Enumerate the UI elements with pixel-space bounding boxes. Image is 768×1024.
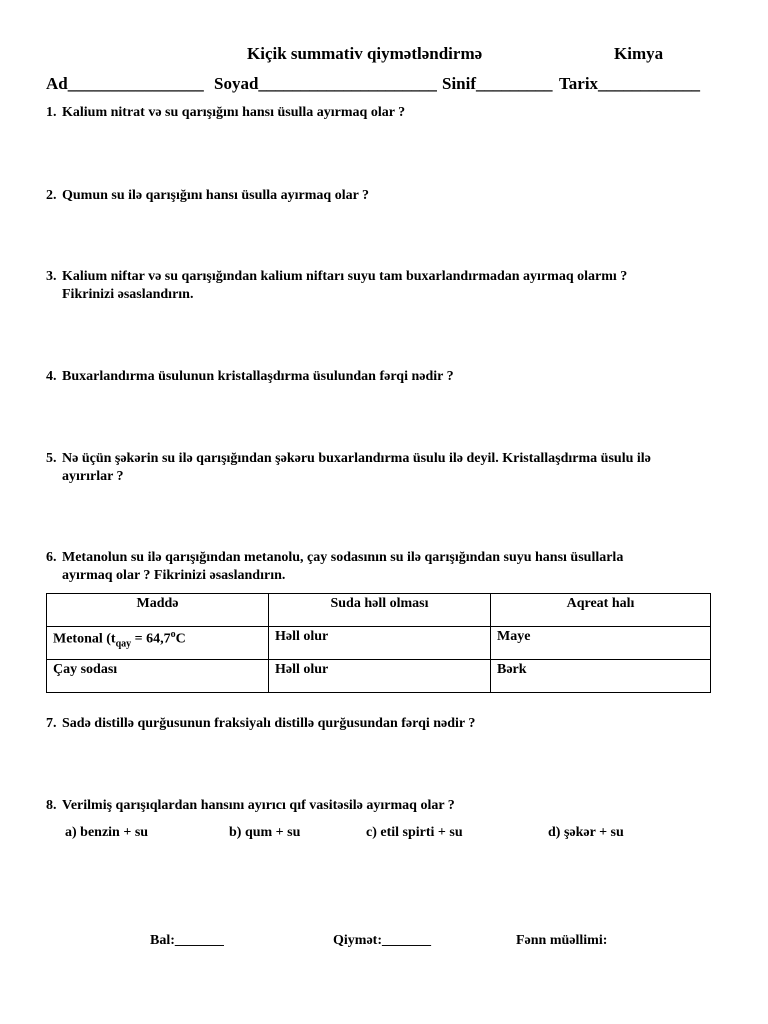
question-number: 4. [46,369,57,384]
question-2 [46,187,369,205]
question-1 [46,104,405,122]
question-8 [46,797,455,815]
question-text: Buxarlandırma üsulunun kristallaşdırma üsulundan fərqi nədir ? [62,369,454,384]
solubility-cell: Həll olur [269,627,491,660]
surname-line: _____________________ [258,74,437,93]
substance-table [46,593,711,693]
table-header-row [47,594,711,627]
question-number: 3. [46,269,57,284]
table-row [47,627,711,660]
name-line: ________________ [67,74,204,93]
column-header-solubility: Suda həll olması [269,594,491,627]
question-5 [46,450,651,486]
question-continuation: ayırırlar ? [62,469,124,484]
score-field[interactable]: Bal:_______ [150,933,224,948]
date-line: ____________ [598,74,701,93]
question-7 [46,715,475,733]
question-text: Metanolun su ilə qarışığından metanolu, çay sodasının su ilə qarışığından suyu hansı üsullarla [62,550,624,565]
table-row [47,660,711,693]
question-continuation: ayırmaq olar ? Fikrinizi əsaslandırın. [62,568,286,583]
state-cell: Bərk [491,660,711,693]
substance-cell: Metonal ($t_{qay} = 64,7^oC$ [47,627,269,660]
option-a[interactable]: a) benzin + su [65,825,149,840]
question-number: 6. [46,550,57,565]
substance-cell: Çay sodası [47,660,269,693]
question-number: 1. [46,105,57,120]
subscript: qay [115,638,132,650]
name-field[interactable] [46,74,204,94]
option-b[interactable]: b) qum + su [229,825,301,840]
surname-field[interactable] [214,74,437,94]
question-number: 7. [46,716,57,731]
column-header-state: Aqreat halı [491,594,711,627]
class-field[interactable] [442,74,553,94]
question-text: Sadə distillə qurğusunun fraksiyalı distillə qurğusundan fərqi nədir ? [62,716,476,731]
date-field[interactable] [559,74,700,94]
question-text: Kalium nitrat və su qarışığını hansı üsulla ayırmaq olar ? [62,105,406,120]
question-text: Nə üçün şəkərin su ilə qarışığından şəkəru buxarlandırma üsulu ilə deyil. Kristallaşdırma üsulu ilə [62,451,651,466]
subject-label: Kimya [614,44,664,63]
date-label: Tarix [559,74,599,93]
question-6 [46,549,623,585]
question-text: Qumun su ilə qarışığını hansı üsulla ayırmaq olar ? [62,188,370,203]
class-line: _________ [476,74,553,93]
question-continuation: Fikrinizi əsaslandırın. [62,287,194,302]
teacher-field: Fənn müəllimi: [516,933,608,948]
question-number: 2. [46,188,57,203]
superscript: o [170,629,176,640]
state-cell: Maye [491,627,711,660]
class-label: Sinif [442,74,477,93]
name-label: Ad [46,74,68,93]
solubility-cell: Həll olur [269,660,491,693]
question-4 [46,368,454,386]
option-d[interactable]: d) şəkər + su [548,825,624,840]
grade-field[interactable]: Qiymət:_______ [333,933,431,948]
question-3 [46,268,627,304]
column-header-substance: Maddə [47,594,269,627]
question-number: 5. [46,451,57,466]
option-c[interactable]: c) etil spirti + su [366,825,463,840]
question-text: Kalium niftar və su qarışığından kalium niftarı suyu tam buxarlandırmadan ayırmaq olarmı ? [62,269,628,284]
question-number: 8. [46,798,57,813]
question-text: Verilmiş qarışıqlardan hansını ayırıcı qıf vasitəsilə ayırmaq olar ? [62,798,455,813]
page-title: Kiçik summativ qiymətləndirmə [247,44,483,63]
surname-label: Soyad [214,74,259,93]
